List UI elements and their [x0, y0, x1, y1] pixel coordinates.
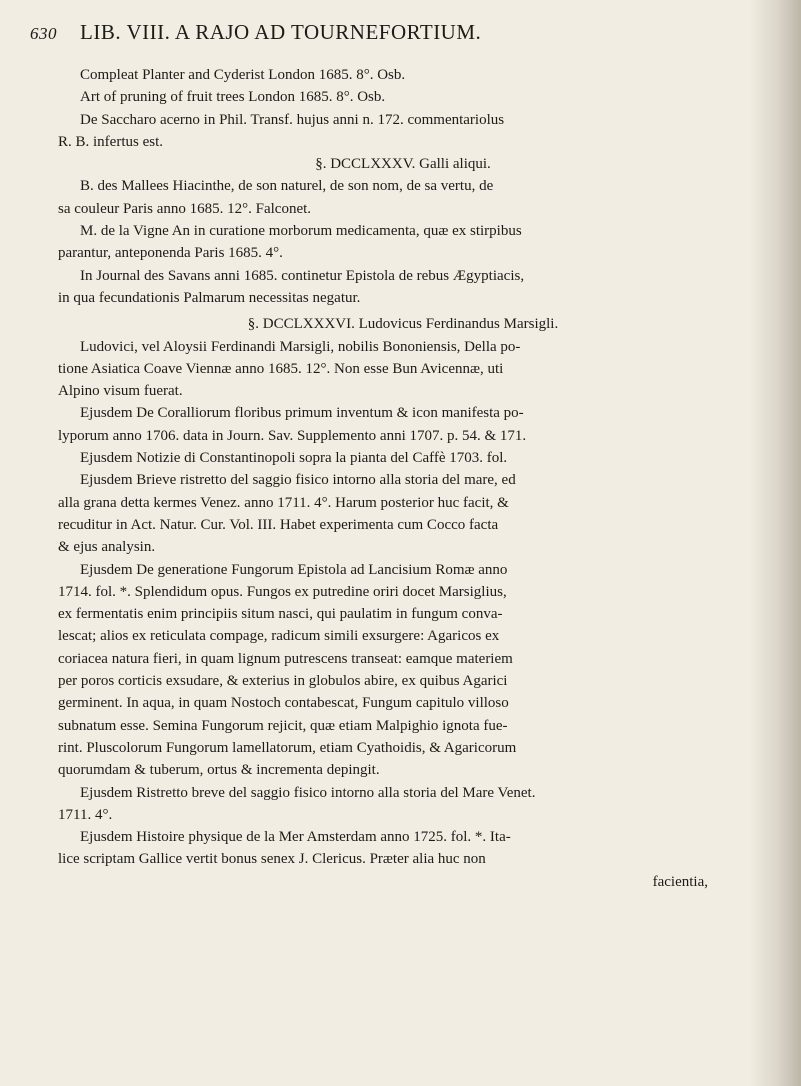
running-header — [30, 20, 750, 56]
entry-line: B. des Mallees Hiacinthe, de son naturel, de son nom, de sa vertu, de — [80, 178, 494, 195]
entry-line: coriacea natura fieri, in quam lignum putrescens transeat: eamque materiem — [58, 650, 513, 667]
entry-line: alla grana detta kermes Venez. anno 1711. 4°. Harum posterior huc facit, & — [58, 494, 509, 511]
entry-line: per poros corticis exsudare, & exterius in globulos abire, ex quibus Agarici — [58, 673, 508, 690]
running-title: LIB. VIII. A RAJO AD TOURNEFORTIUM. — [80, 20, 482, 44]
entry-line: Ejusdem Ristretto breve del saggio fisico intorno alla storia del Mare Venet. — [80, 784, 536, 801]
entry-line: Ejusdem De generatione Fungorum Epistola ad Lancisium Romæ anno — [80, 561, 508, 578]
entry-line: Alpino visum fuerat. — [58, 383, 183, 400]
entry-line: 1711. 4°. — [58, 806, 113, 823]
entry-line: in qua fecundationis Palmarum necessitas negatur. — [58, 289, 361, 306]
section-heading: §. DCCLXXXV. Galli aliqui. — [315, 156, 491, 173]
entry-line: recuditur in Act. Natur. Cur. Vol. III. Habet experimenta cum Cocco facta — [58, 516, 499, 533]
entry-line: 1714. fol. *. Splendidum opus. Fungos ex putredine oriri docet Marsiglius, — [58, 583, 507, 600]
entry-line: lyporum anno 1706. data in Journ. Sav. Supplemento anni 1707. p. 54. & 171. — [58, 427, 527, 444]
entry-line: lice scriptam Gallice vertit bonus senex J. Clericus. Præter alia huc non — [58, 851, 486, 868]
entry-line: M. de la Vigne An in curatione morborum medicamenta, quæ ex stirpibus — [80, 223, 522, 240]
entry-line: subnatum esse. Semina Fungorum rejicit, quæ etiam Malpighio ignota fue- — [58, 717, 508, 734]
page-number: 630 — [30, 24, 57, 43]
entry-line: facientia, — [652, 873, 708, 890]
entry-line: R. B. infertus est. — [58, 133, 163, 150]
entry-line: parantur, anteponenda Paris 1685. 4°. — [58, 245, 283, 262]
entry-line: & ejus analysin. — [58, 539, 156, 556]
entry-line: Ludovici, vel Aloysii Ferdinandi Marsigli, nobilis Bononiensis, Della po- — [80, 338, 521, 355]
section-heading: §. DCCLXXXVI. Ludovicus Ferdinandus Marsigli. — [247, 316, 559, 333]
entry-line: Compleat Planter and Cyderist London 1685. 8°. Osb. — [80, 67, 406, 83]
entry-line: Ejusdem De Coralliorum floribus primum inventum & icon manifesta po- — [80, 405, 524, 422]
entry-line: lescat; alios ex reticulata compage, radicum simili exsurgere: Agaricos ex — [58, 628, 500, 645]
entry-line: sa couleur Paris anno 1685. 12°. Falconet. — [58, 200, 312, 217]
entry-line: tione Asiatica Coave Viennæ anno 1685. 12°. Non esse Bun Avicennæ, uti — [58, 360, 504, 377]
entry-line: Art of pruning of fruit trees London 1685. 8°. Osb. — [80, 89, 386, 106]
entry-line: ex fermentatis enim principiis situm nasci, qui paulatim in fungum conva- — [58, 606, 503, 623]
body-text — [58, 64, 748, 893]
entry-line: quorumdam & tuberum, ortus & incrementa depingit. — [58, 762, 380, 779]
entry-line: Ejusdem Histoire physique de la Mer Amsterdam anno 1725. fol. *. Ita- — [80, 829, 511, 846]
page-edge-shadow — [749, 0, 801, 1086]
entry-line: De Saccharo acerno in Phil. Transf. hujus anni n. 172. commentariolus — [80, 111, 505, 128]
entry-line: Ejusdem Notizie di Constantinopoli sopra la pianta del Caffè 1703. fol. — [80, 450, 508, 467]
entry-line: germinent. In aqua, in quam Nostoch contabescat, Fungum capitulo villoso — [58, 695, 509, 712]
entry-line: Ejusdem Brieve ristretto del saggio fisico intorno alla storia del mare, ed — [80, 472, 516, 489]
entry-line: In Journal des Savans anni 1685. continetur Epistola de rebus Ægyptiacis, — [80, 267, 525, 284]
entry-line: rint. Pluscolorum Fungorum lamellatorum, etiam Cyathoidis, & Agaricorum — [58, 739, 517, 756]
